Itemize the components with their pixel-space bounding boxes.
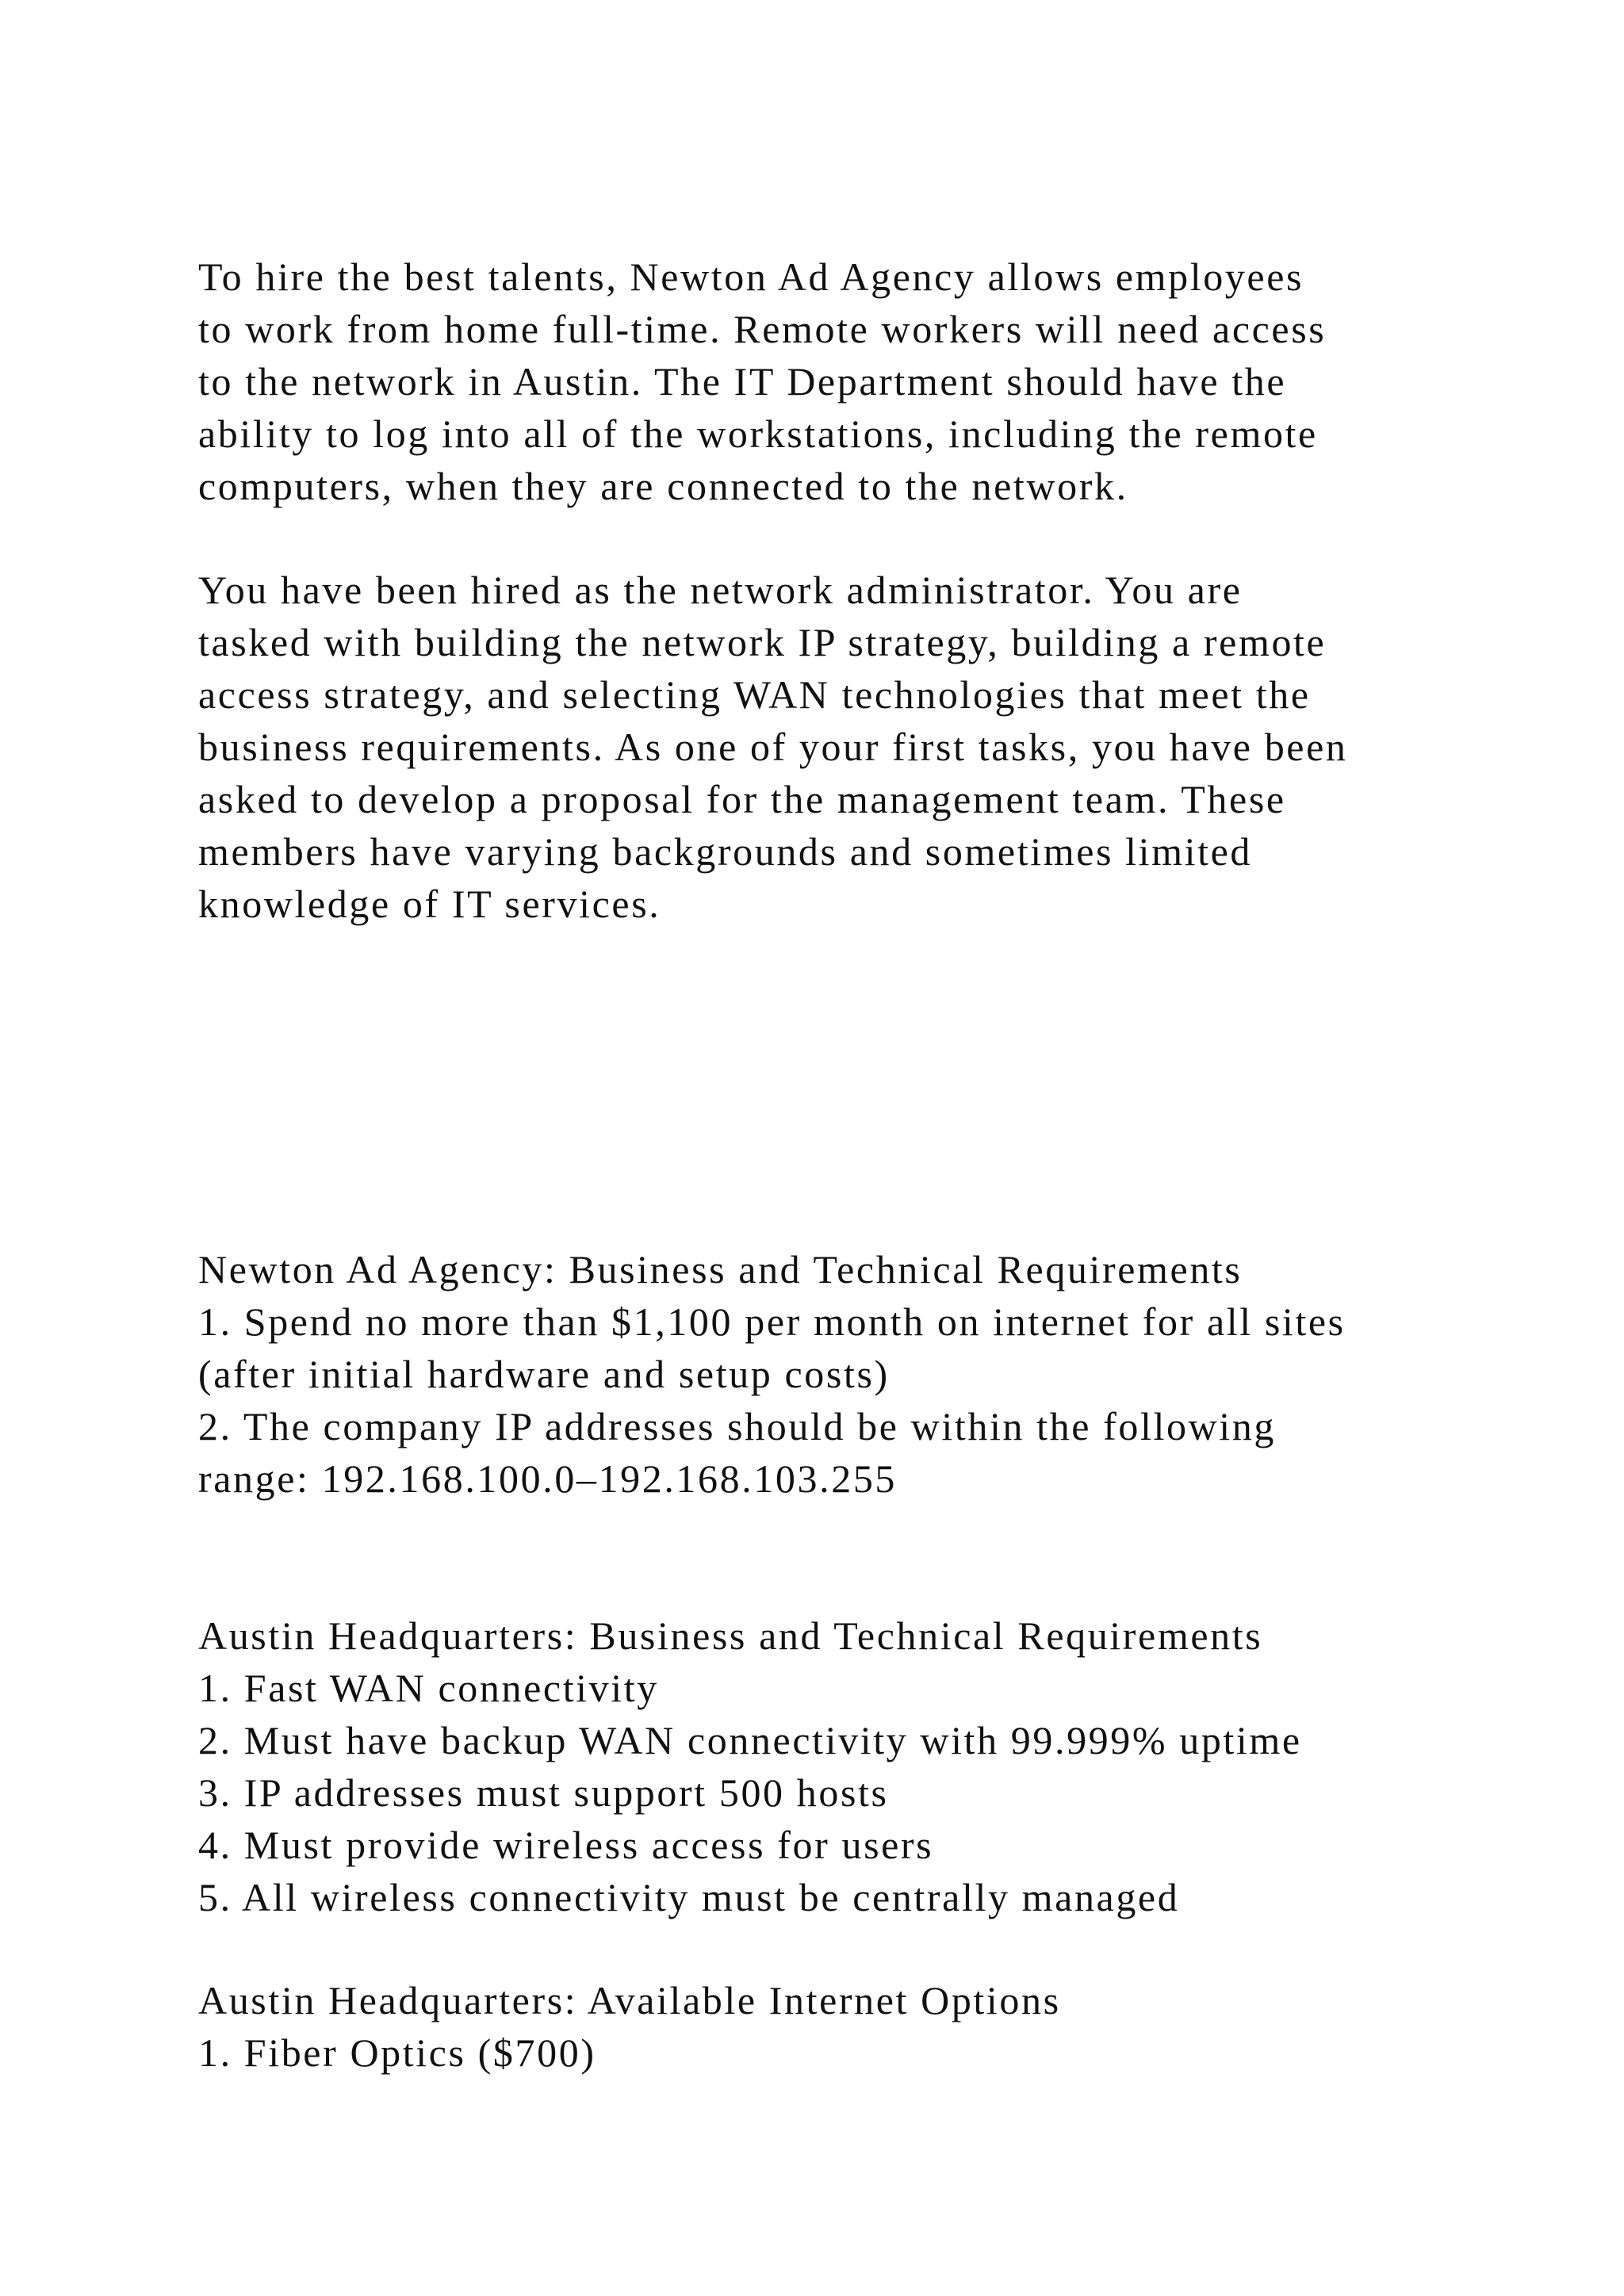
requirement-line: 5. All wireless connectivity must be centrally managed bbox=[198, 1875, 1180, 1919]
requirement-line: 1. Fast WAN connectivity bbox=[198, 1666, 659, 1710]
text-line: business requirements. As one of your first tasks, you have been bbox=[198, 725, 1348, 769]
agency-requirements-section bbox=[198, 1243, 1546, 1505]
text-line: to work from home full-time. Remote workers will need access bbox=[198, 307, 1327, 351]
requirement-line: (after initial hardware and setup costs) bbox=[198, 1352, 890, 1396]
text-line: tasked with building the network IP strategy, building a remote bbox=[198, 620, 1327, 664]
text-line: computers, when they are connected to the network. bbox=[198, 464, 1128, 508]
text-line: ability to log into all of the workstations, including the remote bbox=[198, 411, 1318, 456]
text-line: asked to develop a proposal for the management team. These bbox=[198, 777, 1286, 821]
requirement-line: 2. Must have backup WAN connectivity with 99.999% uptime bbox=[198, 1718, 1302, 1762]
section-heading: Newton Ad Agency: Business and Technical Requirements bbox=[198, 1247, 1243, 1292]
section-heading: Austin Headquarters: Business and Technical Requirements bbox=[198, 1613, 1263, 1658]
section-heading: Austin Headquarters: Available Internet Options bbox=[198, 1978, 1061, 2022]
requirement-line: 3. IP addresses must support 500 hosts bbox=[198, 1770, 889, 1815]
role-paragraph bbox=[198, 564, 1546, 930]
option-line: 1. Fiber Optics ($700) bbox=[198, 2030, 596, 2075]
text-line: To hire the best talents, Newton Ad Agency allows employees bbox=[198, 254, 1304, 299]
requirement-line: 1. Spend no more than $1,100 per month on internet for all sites bbox=[198, 1299, 1346, 1344]
austin-requirements-section bbox=[198, 1609, 1546, 1923]
requirement-line: 2. The company IP addresses should be within the following bbox=[198, 1404, 1276, 1448]
text-line: members have varying backgrounds and sometimes limited bbox=[198, 829, 1252, 874]
text-line: to the network in Austin. The IT Department should have the bbox=[198, 359, 1287, 404]
requirement-line: range: 192.168.100.0–192.168.103.255 bbox=[198, 1456, 898, 1501]
requirement-line: 4. Must provide wireless access for users bbox=[198, 1823, 934, 1867]
text-line: access strategy, and selecting WAN technologies that meet the bbox=[198, 672, 1311, 717]
austin-internet-options-section bbox=[198, 1974, 1546, 2079]
text-line: You have been hired as the network administrator. You are bbox=[198, 568, 1243, 612]
text-line: knowledge of IT services. bbox=[198, 882, 661, 926]
intro-paragraph bbox=[198, 251, 1546, 512]
